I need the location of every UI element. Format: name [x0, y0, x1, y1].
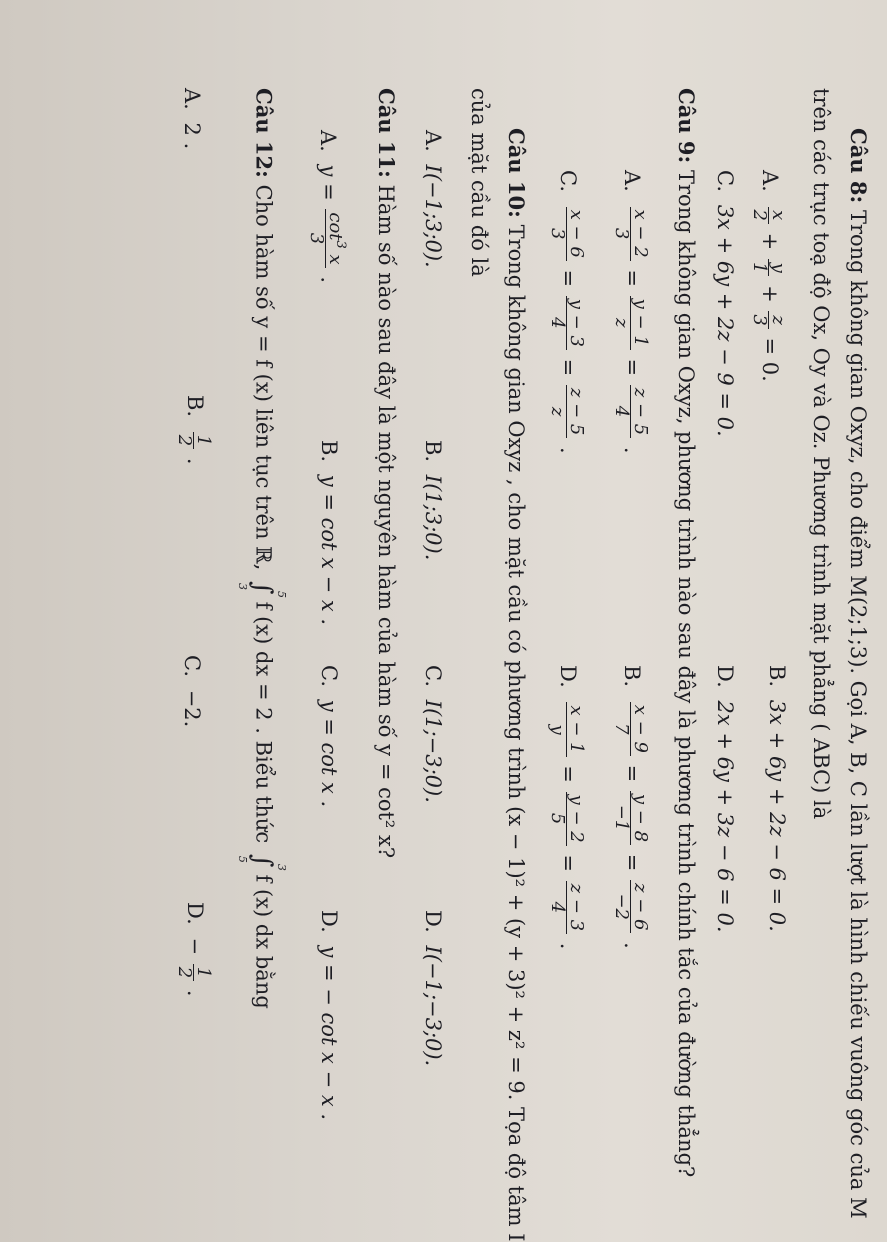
q9-option-d-label: D. [556, 665, 580, 688]
q12-option-c-text: −2. [180, 689, 204, 728]
q8-option-c-label: C. [713, 170, 737, 192]
q10-option-a-label: A. [421, 130, 445, 152]
q12-text-2: f (x) dx = 2 . Biểu thức [251, 601, 276, 844]
q11-option-d-text: y = − cot x − x . [317, 945, 341, 1121]
q11-option-a: A. y = $\cot^3 x$ 3 . [306, 130, 348, 284]
q9-option-b: B. x − 9 7 = y − 8 −1 = z − 6 −2 . [611, 665, 651, 949]
q9-option-d: D. x − 1 y = y − 2 5 = z − 3 4 . [547, 665, 587, 950]
q12-option-d-label: D. [183, 902, 207, 925]
q8-option-b-text: 3x + 6y + 2z − 6 = 0. [765, 699, 789, 932]
q11-text-1: Hàm số nào sau đây là một nguyên hàm của hàm số y = cot² x? [374, 184, 398, 859]
q8-line2: trên các trục toạ độ Ox, Oy và Oz. Phương trình mặt phẳng ( ABC) là [809, 88, 833, 820]
q10-option-a [422, 130, 443, 268]
q8-option-d [714, 665, 735, 933]
q10-option-b-text: I(1;3;0). [421, 474, 445, 561]
q10-option-b [422, 440, 443, 560]
q11-option-a-label: A. [316, 130, 341, 152]
q12-option-c-label: C. [180, 655, 204, 677]
q8-label: Câu 8: [846, 128, 871, 204]
q9-option-a: A. x − 2 3 = y − 1 z = z − 5 4 . [611, 170, 651, 454]
q12-line1 [236, 88, 288, 1009]
q11-option-d-label: D. [317, 910, 341, 933]
frac-y-1: y 1 [750, 259, 787, 276]
q11-option-b-text: y = cot x − x . [317, 474, 341, 626]
q12-option-d: D. − 1 2 . [174, 902, 214, 997]
q8-option-d-text: 2x + 6y + 3z − 6 = 0. [713, 700, 737, 933]
q8-option-c-text: 3x + 6y + 2z − 9 = 0. [713, 204, 737, 437]
q12-option-d-text: − [183, 937, 207, 956]
q9-option-a-label: A. [620, 170, 644, 192]
q8-option-a-text: = 0. [758, 337, 782, 382]
q10-option-c-text: I(1;−3;0). [421, 699, 445, 803]
q12-label: Câu 12: [251, 88, 277, 178]
q8-option-d-label: D. [713, 665, 737, 688]
q10-option-d-label: D. [421, 910, 445, 933]
q8-option-a: A. x 2 + y 1 + z 3 = 0. [749, 170, 789, 382]
q12-option-c [181, 655, 202, 727]
q11-option-d [318, 910, 339, 1120]
q10-option-d-text: I(−1;−3;0). [421, 945, 445, 1067]
q11-option-b [318, 440, 339, 625]
q9-line1 [675, 88, 697, 1177]
q11-option-b-label: B. [317, 440, 341, 463]
q12-option-a-label: A. [180, 88, 204, 110]
q12-text-3: f (x) dx bằng [251, 874, 276, 1009]
q12-option-a-text: 2 . [180, 122, 204, 150]
integral-5-3: ∫ 3 5 [236, 853, 288, 871]
q10-text-1: Trong không gian Oxyz , cho mặt cầu có phương trình (x − 1)² + (y + 3)² + z² = 9. Tọa độ tâm I [504, 224, 528, 1242]
q8-line1 [847, 128, 869, 1219]
q10-option-a-text: I(−1;3;0). [421, 164, 445, 268]
q12-text-1: Cho hàm số y = f (x) liên tục trên ℝ, [251, 184, 276, 571]
integral-3-5: ∫ 5 3 [236, 580, 288, 598]
q8-option-c [714, 170, 735, 437]
q10-line2: của mặt cầu đó là [467, 88, 491, 277]
q12-option-b-label: B. [183, 395, 207, 418]
q9-option-c-label: C. [556, 170, 580, 192]
q9-label: Câu 9: [674, 88, 699, 164]
q8-option-b [766, 665, 787, 932]
q11-option-c-label: C. [317, 665, 341, 687]
q12-option-a [181, 88, 202, 149]
q10-line1 [505, 128, 527, 1242]
q10-option-b-label: B. [421, 440, 445, 463]
q11-label: Câu 11: [374, 88, 399, 178]
frac-z-3: z 3 [750, 311, 787, 328]
q9-text-1: Trong không gian Oxyz, phương trình nào sau đây là phương trình chính tắc của đường thẳng? [674, 169, 698, 1178]
q12-option-b: B. 1 2 . [174, 395, 214, 465]
q11-option-a-text: y = [316, 164, 341, 201]
q11-option-c-text: y = cot x . [317, 699, 341, 808]
q9-option-c: C. x − 6 3 = y − 3 4 = z − 5 z . [547, 170, 587, 454]
q8-text-1: Trong không gian Oxyz, cho điểm M(2;1;3). Gọi A, B, C lần lượt là hình chiếu vuông góc của M [846, 209, 870, 1219]
q10-option-c-label: C. [421, 665, 445, 687]
q10-option-d [422, 910, 443, 1066]
frac-x-2: x 2 [750, 207, 787, 224]
q11-option-c [318, 665, 339, 807]
q8-option-b-label: B. [765, 665, 789, 688]
q10-label: Câu 10: [504, 128, 529, 218]
q8-option-a-label: A. [758, 170, 782, 192]
q9-option-b-label: B. [620, 665, 644, 688]
q11-line1 [375, 88, 397, 858]
q10-option-c [422, 665, 443, 803]
